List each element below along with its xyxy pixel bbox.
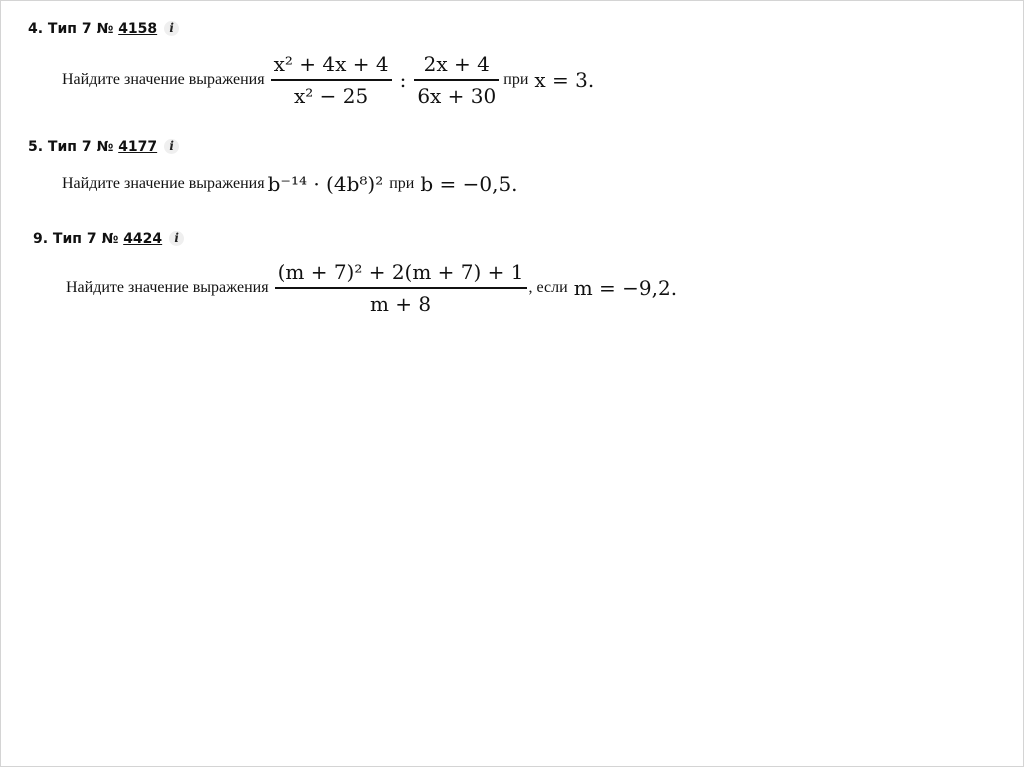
problem-type-label: 5. Тип 7 № [28,139,114,155]
problem-header [33,231,184,247]
problem-lead-text: Найдите значение выражения [62,71,265,88]
problem-number-link[interactable]: 4424 [123,231,163,247]
info-icon[interactable]: i [164,21,179,36]
fraction-1-numerator: x² + 4x + 4 [273,52,389,77]
problem-lead-text: Найдите значение выражения [62,175,265,192]
problem-statement [62,48,594,112]
condition-word: при [389,175,415,192]
division-operator: : [399,68,407,92]
condition-value: m = −9,2. [573,276,678,300]
problem-header [28,21,179,37]
fraction-2-numerator: 2x + 4 [423,52,490,77]
condition-word: при [503,71,529,88]
fraction [275,260,527,316]
fraction-1-denominator: x² − 25 [293,83,369,108]
fraction-2 [414,52,499,108]
problem-statement [62,168,518,200]
problem-number-link[interactable]: 4177 [118,139,158,155]
fraction-denominator: m + 8 [369,291,432,316]
info-icon[interactable]: i [169,231,184,246]
problem-lead-text: Найдите значение выражения [66,279,269,296]
problem-type-label: 9. Тип 7 № [33,231,119,247]
condition-value: x = 3. [534,68,595,92]
fraction-2-denominator: 6x + 30 [417,83,497,108]
problem-statement [66,256,677,320]
problem-header [28,139,179,155]
condition-value: b = −0,5. [420,172,518,196]
fraction-1 [271,52,392,108]
expression: b⁻¹⁴ · (4b⁸)² [267,172,384,196]
problem-number-link[interactable]: 4158 [118,21,158,37]
fraction-numerator: (m + 7)² + 2(m + 7) + 1 [277,260,524,285]
info-icon[interactable]: i [164,139,179,154]
problem-type-label: 4. Тип 7 № [28,21,114,37]
condition-word: , если [528,279,568,296]
